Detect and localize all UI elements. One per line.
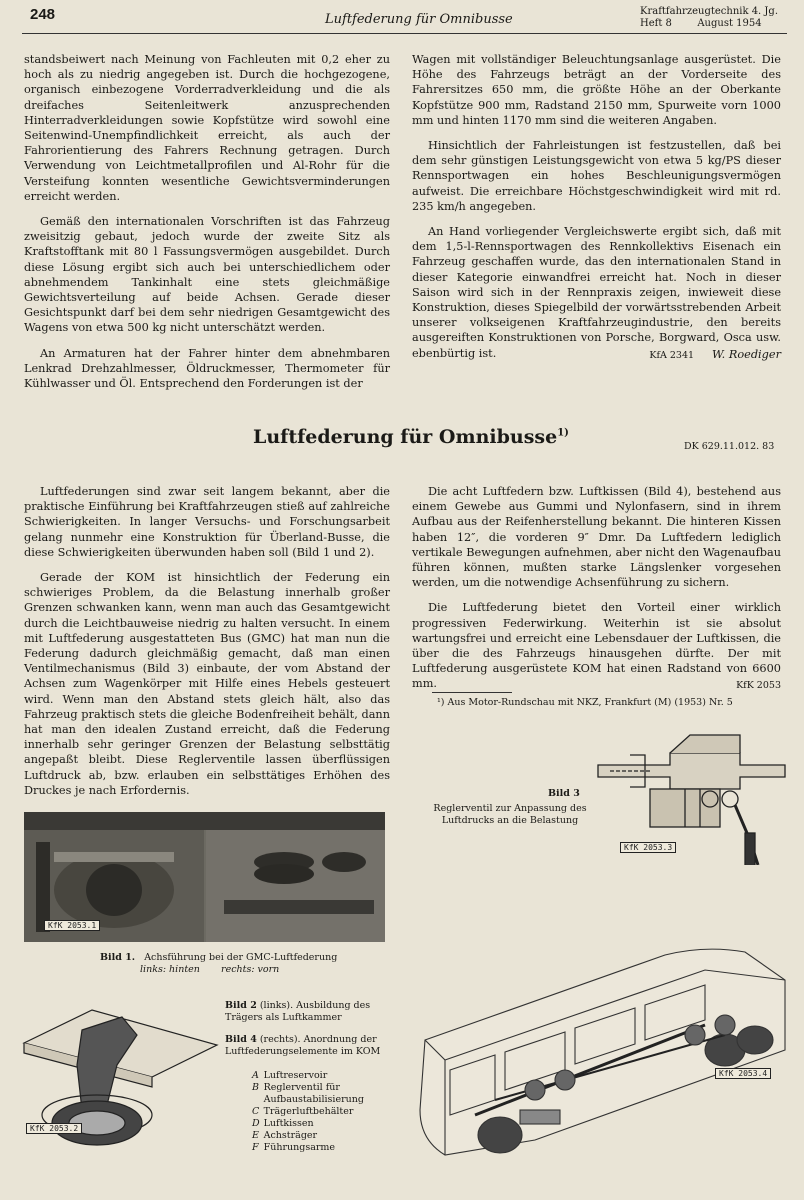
article-title-text: Luftfederung für Omnibusse (253, 426, 558, 448)
legend-item (252, 1070, 388, 1082)
paragraph: An Hand vorliegender Vergleichswerte ergibt sich, daß mit dem 1,5-l-Rennsportwagen des Rennkollektivs Eisenach ein Fahrzeug geschaffen wurde, das den internationalen Stand in dieser Kategorie einwandfrei erreicht hat. Noch in dieser Saison wird sich in der Rennpraxis zeigen, inwieweit diese Konstruktion, dieses Spiegelbild der vorwärtsstrebenden Arbeit unserer volkseigenen Kraftfahrzeugindustrie, den bereits ausgereiften Konstruktionen von Porsche, Borgward, Osca usw. ebenbürtig ist. (412, 225, 781, 360)
title-footnote-marker: 1) (557, 427, 569, 439)
legend-item (252, 1142, 388, 1154)
header-rule (22, 33, 787, 34)
legend-text: Achsträger (263, 1130, 318, 1141)
article-left-column (24, 484, 390, 798)
paragraph: standsbeiwert nach Meinung von Fachleuten mit 0,2 eher zu hoch als zu niedrig angegeben ist. Durch die hochgezogene, organisch einbezogene Vorderradverkleidung und die als dreifaches Seitenleitwerk anzusprechenden Hinterradverkleidungen sowie Kopfstütze wird sowohl eine Seitenwind-Unempfindlichkeit erreicht, als auch der Fahrorientierung des Fahrers Rechnung getragen. Durch Verwendung von Leichtmetallprofilen und Al-Rohr für die Versteifung konnten wesentliche Gewichtsverminderungen erreicht werden. (24, 53, 390, 203)
bild1-label: Bild 1. (100, 952, 136, 963)
legend-text: Luftreservoir (263, 1070, 328, 1081)
paragraph: Luftfederungen sind zwar seit langem bekannt, aber die praktische Einführung bei Kraftfahrzeugen stieß auf zahlreiche Schwierigkeiten. In langer Versuchs- und Forschungsarbeit gelang nunmehr eine Konstruktion für Überland-Busse, die diese Schwierigkeiten überwunden haben soll (Bild 1 und 2). (24, 485, 390, 559)
prev-article-left-column (24, 52, 390, 391)
paragraph: Die Luftfederung bietet den Vorteil einer wirklich progressiven Federwirkung. Weiterhin ist sie absolut wartungsfrei und erreicht eine Lebensdauer der Luftkissen, die über die des Fahrzeugs hinausgehen dürfte. Der mit Luftfederung ausgerüstete KOM hat einen Radstand von 6600 mm. (412, 601, 781, 691)
bild1-subcaption-left: links: hinten (140, 964, 200, 975)
bild4-bus-drawing (405, 940, 795, 1170)
signature-author: W. Roediger (712, 347, 781, 361)
legend-key: D (252, 1118, 260, 1129)
bild2-tag: KfK 2053.2 (26, 1123, 82, 1134)
paragraph: Gerade der KOM ist hinsichtlich der Federung ein schwieriges Problem, da die Belastung innerhalb großer Grenzen schwanken kann, wenn man auch das Gesamtgewicht durch die Leichtbauweise niedrig zu halten versucht. In einem mit Luftfederung ausgestatteten Bus (GMC) hat man nun die Federung dadurch gleichmäßig gemacht, daß man einen Ventilmechanismus (Bild 3) einbaute, der vom Abstand der Achsen zum Wagenkörper mit Hilfe eines Hebels gesteuert wird. Wenn man den Abstand stets gleich hält, also das Fahrzeug praktisch stets die gleiche Bodenfreiheit behält, dann hat man den idealen Zustand erreicht, daß die Federung innerhalb sehr geringer Grenzen der Belastung selbsttätig angepaßt bleibt. Diese Reglerventile lassen überflüssigen Luftdruck ab, bzw. erlauben ein selbsttätiges Erhöhen des Druckes je nach Erfordernis. (24, 571, 390, 797)
paragraph: Gemäß den internationalen Vorschriften ist das Fahrzeug zweisitzig gebaut, jedoch wurde der zweite Sitz als Kraftstofftank mit 80 l Fassungsvermögen ausgebildet. Durch diese Lösung ergibt sich auch bei unterschiedlichem oder abnehmendem Tankinhalt eine stets gleichmäßige Gewichtsverteilung auf beide Achsen. Gerade dieser Gesichtspunkt darf bei dem sehr niedrigen Gesamtgewicht des Wagens von etwa 500 kg nicht unterschätzt werden. (24, 215, 390, 335)
dk-classification: DK 629.11.012. 83 (684, 441, 775, 452)
legend-item (252, 1106, 388, 1118)
bild4-tag: KfK 2053.4 (715, 1068, 771, 1079)
page-number: 248 (30, 6, 56, 23)
bild1-subcaption-right: rechts: vorn (221, 964, 280, 975)
bild3-caption: Reglerventil zur Anpassung des Luftdrucks an die Belastung (433, 803, 587, 826)
running-title: Luftfederung für Omnibusse (325, 12, 513, 27)
signature-code: KfA 2341 (649, 349, 695, 361)
journal-meta (640, 6, 778, 30)
bild2-caption (225, 1000, 385, 1024)
legend-key: C (252, 1106, 260, 1117)
bild2-caption-text: (links). Ausbildung des Trägers als Luftkammer (225, 1000, 371, 1023)
bild1-caption (100, 952, 337, 964)
bild4-legend (252, 1070, 388, 1154)
prev-article-right-column (412, 52, 781, 363)
legend-item (252, 1082, 388, 1106)
paragraph: An Armaturen hat der Fahrer hinter dem abnehmbaren Lenkrad Drehzahlmesser, Öldruckmesser, Thermometer für Kühlwasser und Öl. Entsprechend den Forderungen ist der (24, 346, 390, 391)
bild3-label: Bild 3 (548, 788, 580, 799)
legend-key: A (252, 1070, 259, 1081)
footnote: ¹) Aus Motor-Rundschau mit NKZ, Frankfurt (M) (1953) Nr. 5 (437, 697, 733, 708)
bild4-label: Bild 4 (225, 1034, 257, 1045)
legend-key: E (252, 1130, 259, 1141)
bild1-tag: KfK 2053.1 (44, 920, 100, 931)
bild1-photo (24, 812, 385, 942)
legend-item (252, 1118, 388, 1130)
legend-text: Luftkissen (263, 1118, 314, 1129)
bild4-caption (225, 1034, 385, 1058)
article-title (253, 426, 569, 448)
journal-meta-line1: Kraftfahrzeugtechnik 4. Jg. (640, 6, 779, 17)
bild3-tag: KfK 2053.3 (620, 842, 676, 853)
legend-text: Trägerluftbehälter (263, 1106, 354, 1117)
legend-key: F (252, 1142, 259, 1153)
bild4-caption-text: (rechts). Anordnung der Luftfederungselemente im KOM (225, 1034, 381, 1057)
journal-meta-line2: Heft 8 August 1954 (640, 18, 762, 29)
article-signature: KfK 2053 (736, 679, 781, 691)
bild1-subcaption (140, 964, 279, 976)
bild2-label: Bild 2 (225, 1000, 257, 1011)
bild1-caption-text: Achsführung bei der GMC-Luftfederung (144, 952, 338, 963)
legend-text: Führungsarme (263, 1142, 336, 1153)
legend-item (252, 1130, 388, 1142)
footnote-rule (432, 692, 512, 693)
paragraph: Hinsichtlich der Fahrleistungen ist festzustellen, daß bei dem sehr günstigen Leistungsgewicht von etwa 5 kg/PS dieser Rennsportwagen ein hohes Beschleunigungsvermögen aufweist. Die erreichbare Höchstgeschwindigkeit wird mit rd. 235 km/h angegeben. (412, 139, 781, 213)
article-right-column (412, 484, 781, 693)
legend-text: Reglerventil für Aufbaustabilisierung (263, 1082, 364, 1105)
paragraph: Wagen mit vollständiger Beleuchtungsanlage ausgerüstet. Die Höhe des Fahrzeugs beträgt an der Vorderseite des Fahrersitzes 650 mm, die größte Höhe an der Oberkante Kopfstütze 900 mm, Radstand 2150 mm, Spurweite vorn 1000 mm und hinten 1170 mm sind die weiteren Angaben. (412, 53, 781, 127)
paragraph: Die acht Luftfedern bzw. Luftkissen (Bild 4), bestehend aus einem Gewebe aus Gummi und Nylonfasern, sind in ihrem Aufbau aus der Reifenherstellung bekannt. Die hinteren Kissen haben 12″, die vorderen 9″ Dmr. Da Luftfedern lediglich vertikale Bewegungen aufnehmen, aber nicht den Wagenaufbau führen können, mußten starke Längslenker vorgesehen werden, um die notwendige Achsenführung zu sichern. (412, 485, 781, 590)
legend-key: B (252, 1082, 259, 1093)
